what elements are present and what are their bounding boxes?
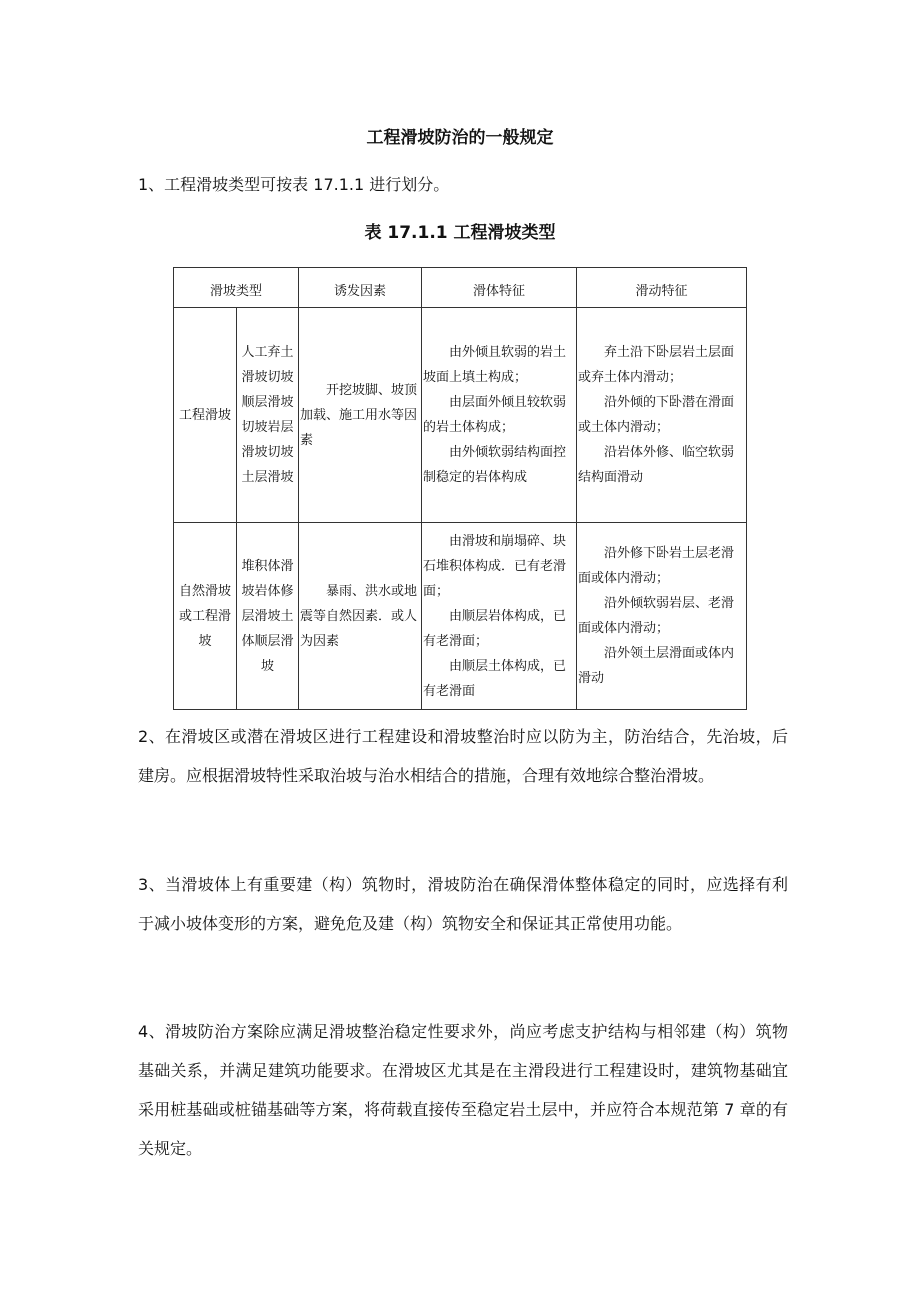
header-slide-features: 滑动特征 — [577, 268, 747, 308]
row-subtypes: 人工弃土滑坡切坡顺层滑坡切坡岩层滑坡切坡土层滑坡 — [237, 308, 299, 523]
header-body-features: 滑体特征 — [422, 268, 577, 308]
body-feature-line: 由外倾软弱结构面控制稳定的岩体构成 — [423, 445, 567, 485]
slide-feature-line: 沿外倾软弱岩层、老滑面或体内滑动； — [578, 596, 735, 636]
document-title: 工程滑坡防治的一般规定 — [366, 128, 554, 148]
slide-feature-line: 沿外倾的下卧潜在滑面或土体内滑动； — [578, 395, 735, 435]
row-body-features — [422, 523, 577, 710]
row-causes: 开挖坡脚、坡顶加载、施工用水等因素 — [299, 308, 422, 523]
paragraph-2: 2、在滑坡区或潜在滑坡区进行工程建设和滑坡整治时应以防为主，防治结合，先治坡，后建房。应根据滑坡特性采取治坡与治水相结合的措施，合理有效地综合整治滑坡。 — [138, 727, 788, 785]
body-feature-line: 由滑坡和崩塌碎、块石堆积体构成．已有老滑面； — [423, 533, 567, 599]
row-slide-features — [577, 523, 747, 710]
table-row — [174, 523, 747, 710]
table-header-row — [174, 268, 747, 308]
row-category: 工程滑坡 — [174, 308, 237, 523]
paragraph-1: 1、工程滑坡类型可按表 17.1.1 进行划分。 — [138, 175, 450, 194]
row-category: 自然滑坡或工程滑坡 — [174, 523, 237, 710]
table-title: 表 17.1.1 工程滑坡类型 — [364, 223, 556, 243]
row-slide-features — [577, 308, 747, 523]
row-causes: 暴雨、洪水或地震等自然因素．或人为因素 — [299, 523, 422, 710]
body-feature-line: 由外倾且软弱的岩土坡面上填土构成； — [423, 345, 567, 385]
landslide-type-table — [173, 267, 747, 710]
row-body-features — [422, 308, 577, 523]
body-feature-line: 由顺层土体构成，已有老滑面 — [423, 658, 567, 699]
paragraph-4: 4、滑坡防治方案除应满足滑坡整治稳定性要求外，尚应考虑支护结构与相邻建（构）筑物基础关系，并满足建筑功能要求。在滑坡区尤其是在主滑段进行工程建设时，建筑物基础宜采用桩基础或桩锚基础等方案，将荷载直接传至稳定岩土层中，并应符合本规范第 7 章的有关规定。 — [138, 1022, 788, 1158]
slide-feature-line: 沿外领土层滑面或体内滑动 — [578, 646, 735, 686]
slide-feature-line: 沿岩体外修、临空软弱结构面滑动 — [578, 445, 735, 485]
header-landslide-type: 滑坡类型 — [174, 268, 299, 308]
header-causes: 诱发因素 — [299, 268, 422, 308]
slide-feature-line: 弃土沿下卧层岩土层面或弃土体内滑动； — [578, 345, 735, 385]
row-subtypes: 堆积体滑坡岩体修层滑坡土体顺层滑坡 — [237, 523, 299, 710]
slide-feature-line: 沿外修下卧岩土层老滑面或体内滑动； — [578, 546, 735, 586]
paragraph-3: 3、当滑坡体上有重要建（构）筑物时，滑坡防治在确保滑体整体稳定的同时，应选择有利于减小坡体变形的方案，避免危及建（构）筑物安全和保证其正常使用功能。 — [138, 875, 788, 933]
table-row — [174, 308, 747, 523]
body-feature-line: 由层面外倾且较软弱的岩土体构成； — [423, 395, 567, 435]
body-feature-line: 由顺层岩体构成，已有老滑面； — [423, 608, 567, 649]
